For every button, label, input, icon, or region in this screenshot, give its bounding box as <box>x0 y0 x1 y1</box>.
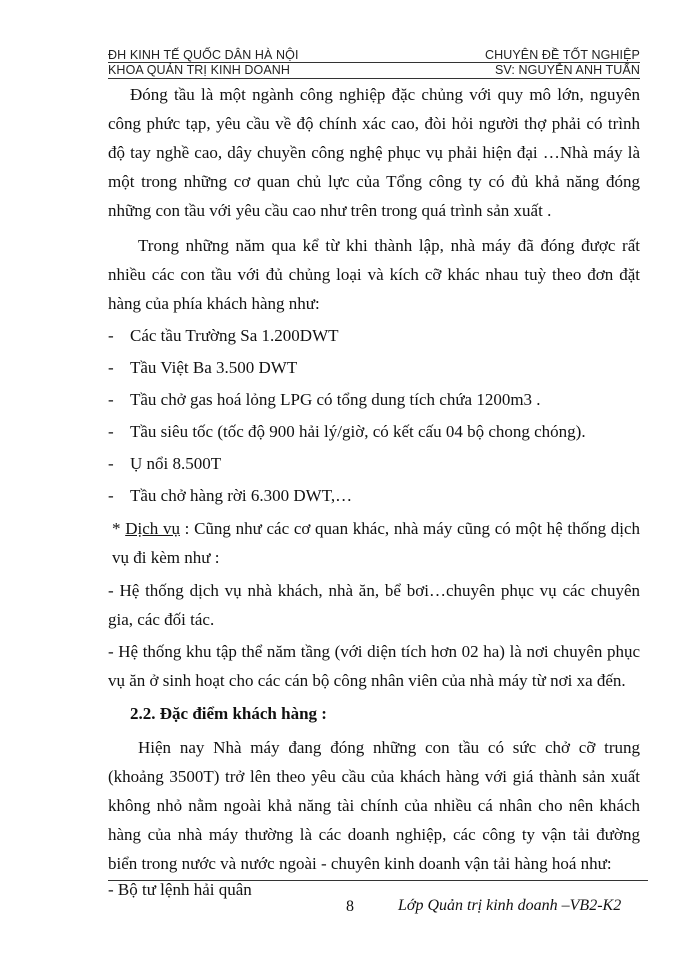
services-text: : Cũng như các cơ quan khác, nhà máy cũng có một hệ thống dịch vụ đi kèm như : <box>112 519 641 567</box>
document-body <box>108 80 640 878</box>
bullet: - <box>108 454 114 473</box>
paragraph-customers: Hiện nay Nhà máy đang đóng những con tầu có sức chở cỡ trung (khoảng 3500T) trở lên theo yêu cầu của khách hàng với giá thành sản xuất không nhỏ nằm ngoài khả năng tài chính của nhiều cá nhân cho nên khách hàng của nhà máy thường là các doanh nghiệp, các công ty vận tải đường biển trong nước và nước ngoài - chuyên kinh doanh vận tải hàng hoá như: <box>108 738 640 873</box>
list-item: - Tầu siêu tốc (tốc độ 900 hải lý/giờ, có kết cấu 04 bộ chong chóng). <box>108 417 640 446</box>
section-heading: 2.2. Đặc điểm khách hàng : <box>130 704 327 723</box>
bullet: - <box>108 326 114 345</box>
student-name: SV: NGUYỄN ANH TUẤN <box>495 63 640 77</box>
class-name: Lớp Quản trị kinh doanh –VB2-K2 <box>398 897 622 914</box>
ship-list <box>108 321 640 510</box>
report-type: CHUYÊN ĐỀ TỐT NGHIỆP <box>484 48 640 62</box>
list-item: - Tầu chở gas hoá lỏng LPG có tổng dung tích chứa 1200m3 . <box>108 385 640 414</box>
faculty-name: KHOA QUẢN TRỊ KINH DOANH <box>108 63 291 77</box>
paragraph-service-housing: - Hệ thống khu tập thể năm tầng (với diện tích hơn 02 ha) là nơi chuyên phục vụ ăn ở sinh hoạt cho các cán bộ công nhân viên của nhà máy từ nơi xa đến. <box>108 642 640 690</box>
bullet: - <box>108 390 114 409</box>
list-item: - Tầu Việt Ba 3.500 DWT <box>108 353 640 382</box>
list-item: - Các tầu Trường Sa 1.200DWT <box>108 321 640 350</box>
list-item: - Ụ nổi 8.500T <box>108 449 640 478</box>
services-label: Dịch vụ <box>125 519 180 538</box>
footer-list-item: - Bộ tư lệnh hải quân <box>108 880 252 899</box>
paragraph-service-guesthouse: - Hệ thống dịch vụ nhà khách, nhà ăn, bể bơi…chuyên phục vụ các chuyên gia, các đối tác. <box>108 581 640 629</box>
star-marker: * <box>112 519 121 538</box>
page-number: 8 <box>346 898 354 915</box>
header-bottom-rule <box>108 78 640 79</box>
bullet: - <box>108 422 114 441</box>
list-item: - Tầu chở hàng rời 6.300 DWT,… <box>108 481 640 510</box>
paragraph-shipbuilding: Đóng tầu là một ngành công nghiệp đặc chủng với quy mô lớn, nguyên công phức tạp, yêu cầu về độ chính xác cao, đòi hỏi người thợ phải có trình độ tay nghề cao, dây chuyền công nghệ phục vụ phải hiện đại …Nhà máy là một trong những cơ quan chủ lực của Tổng công ty có đủ khả năng đóng những con tầu với yêu cầu cao như trên trong quá trình sản xuất . <box>108 85 640 220</box>
paragraph-services <box>108 514 640 572</box>
paragraph-ships-built: Trong những năm qua kể từ khi thành lập, nhà máy đã đóng được rất nhiều các con tầu với đủ chủng loại và kích cỡ khác nhau tuỳ theo đơn đặt hàng của phía khách hàng như: <box>108 236 640 313</box>
university-name: ĐH KINH TẾ QUỐC DÂN HÀ NỘI <box>108 48 299 62</box>
bullet: - <box>108 486 114 505</box>
bullet: - <box>108 358 114 377</box>
